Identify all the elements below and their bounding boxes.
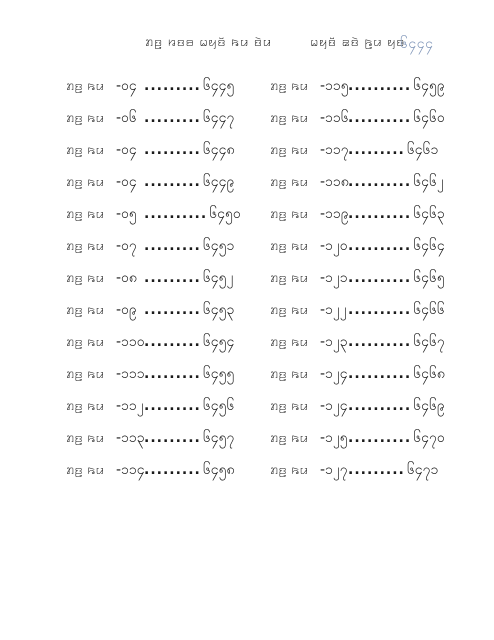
entry-code: -၀၆ xyxy=(116,110,137,126)
entry-page-number: ၆၄၄၉ xyxy=(202,174,235,190)
entry-code: -၁၂၃ xyxy=(320,334,348,350)
entry-leader-dots: ......... xyxy=(144,366,201,382)
entry-label: ꤊꤢ꤬ ꤒꤣ xyxy=(66,142,105,158)
entry-page-number: ၆၄၅၂ xyxy=(202,270,234,286)
entry-code: -၀၄ xyxy=(116,142,137,158)
index-entry xyxy=(66,102,276,134)
entry-code: -၁၁၉ xyxy=(320,206,349,222)
entry-label: ꤊꤢ꤬ ꤒꤣ xyxy=(66,238,105,254)
entry-code: -၁၁၃ xyxy=(116,430,145,446)
entry-code: -၁၂၄ xyxy=(320,366,348,382)
entry-code: -၁၁၂ xyxy=(116,398,144,414)
entry-page-number: ၆၄၅၆ xyxy=(202,398,235,414)
entry-code: -၁၁၈ xyxy=(320,174,349,190)
entry-label: ꤊꤢ꤬ ꤒꤣ xyxy=(270,142,309,158)
index-entry xyxy=(66,358,276,390)
index-entry xyxy=(270,134,480,166)
entry-code: -၁၂၀ xyxy=(320,238,348,254)
index-entry xyxy=(66,198,276,230)
entry-leader-dots: ......... xyxy=(144,78,201,94)
entry-code: -၁၁၅ xyxy=(320,78,349,94)
entry-page-number: ၆၄၆၈ xyxy=(413,366,445,382)
entry-page-number: ၆၄၅၈ xyxy=(202,462,235,478)
entry-code: -၀၄ xyxy=(116,174,137,190)
entry-leader-dots: .......... xyxy=(348,334,412,350)
entry-label: ꤊꤢ꤬ ꤒꤣ xyxy=(270,110,309,126)
index-entry xyxy=(66,70,276,102)
index-entry xyxy=(270,326,480,358)
index-entry xyxy=(66,454,276,486)
entry-page-number: ၆၄၆၅ xyxy=(413,270,445,286)
entry-leader-dots: .......... xyxy=(144,206,208,222)
entry-page-number: ၆၄၆၁ xyxy=(406,142,439,158)
index-entry xyxy=(270,262,480,294)
entry-label: ꤊꤢ꤬ ꤒꤣ xyxy=(66,462,105,478)
entry-label: ꤊꤢ꤬ ꤒꤣ xyxy=(270,398,309,414)
entry-code: -၁၂၅ xyxy=(320,430,348,446)
entry-code: -၁၂၁ xyxy=(320,270,348,286)
entry-code: -၁၁၁ xyxy=(116,366,145,382)
entry-page-number: ၆၄၅၀ xyxy=(209,206,241,222)
index-entry xyxy=(66,166,276,198)
entry-page-number: ၆၄၄၇ xyxy=(202,110,235,126)
entry-label: ꤊꤢ꤬ ꤒꤣ xyxy=(66,206,105,222)
entry-leader-dots: .......... xyxy=(348,270,412,286)
index-entry xyxy=(66,294,276,326)
entry-leader-dots: .......... xyxy=(348,366,412,382)
entry-page-number: ၆၄၅၇ xyxy=(202,430,235,446)
entry-label: ꤊꤢ꤬ ꤒꤣ xyxy=(270,430,309,446)
entry-leader-dots: .......... xyxy=(348,238,412,254)
entry-leader-dots: ......... xyxy=(144,110,201,126)
entry-leader-dots: .......... xyxy=(348,398,412,414)
entry-page-number: ၆၄၇၁ xyxy=(406,462,439,478)
entry-label: ꤊꤢ꤬ ꤒꤣ xyxy=(270,462,309,478)
entry-page-number: ၆၄၄၅ xyxy=(202,78,235,94)
entry-page-number: ၆၄၆၉ xyxy=(413,398,445,414)
entry-leader-dots: ......... xyxy=(144,142,201,158)
entry-label: ꤊꤢ꤬ ꤒꤣ xyxy=(66,78,105,94)
index-entry xyxy=(270,422,480,454)
entry-label: ꤊꤢ꤬ ꤒꤣ xyxy=(66,110,105,126)
entry-leader-dots: ......... xyxy=(144,462,201,478)
index-entry xyxy=(270,198,480,230)
entry-leader-dots: ......... xyxy=(144,334,201,350)
index-entry xyxy=(66,390,276,422)
entry-leader-dots: .......... xyxy=(348,302,412,318)
entry-page-number: ၆၄၆၃ xyxy=(413,206,445,222)
header-page-number: ၆၄၄၄ xyxy=(400,36,434,52)
index-entry xyxy=(66,134,276,166)
index-entry xyxy=(270,390,480,422)
entry-leader-dots: .......... xyxy=(348,78,412,94)
entry-code: -၀၄ xyxy=(116,78,137,94)
index-entry xyxy=(270,102,480,134)
entry-code: -၁၁၄ xyxy=(116,462,145,478)
index-entry xyxy=(66,422,276,454)
entry-label: ꤊꤢ꤬ ꤒꤣ xyxy=(66,334,105,350)
entry-label: ꤊꤢ꤬ ꤒꤣ xyxy=(270,238,309,254)
entry-label: ꤊꤢ꤬ ꤒꤣ xyxy=(66,270,105,286)
entry-code: -၁၁၇ xyxy=(320,142,349,158)
index-entry xyxy=(66,326,276,358)
header-right-title: ꤗꤟꤢꤩ ꤁ꤢꤧ ꤒ꤬ꤣ ꤟꤢ xyxy=(310,34,405,50)
entry-leader-dots: .......... xyxy=(348,110,412,126)
entry-leader-dots: ......... xyxy=(348,462,405,478)
entry-page-number: ၆၄၅၄ xyxy=(202,334,235,350)
entry-code: -၁၂၂ xyxy=(320,302,347,318)
index-entry xyxy=(270,166,480,198)
entry-label: ꤊꤢ꤬ ꤒꤣ xyxy=(270,302,309,318)
entry-leader-dots: ......... xyxy=(144,270,201,286)
entry-page-number: ၆၄၆၂ xyxy=(413,174,444,190)
entry-page-number: ၆၄၆၇ xyxy=(413,334,445,350)
entry-code: -၀၇ xyxy=(116,238,137,254)
index-entry xyxy=(270,70,480,102)
entry-page-number: ၆၄၅၃ xyxy=(202,302,235,318)
entry-label: ꤊꤢ꤬ ꤒꤣ xyxy=(66,398,105,414)
entry-label: ꤊꤢ꤬ ꤒꤣ xyxy=(66,302,105,318)
entry-page-number: ၆၄၇၀ xyxy=(413,430,445,446)
entry-page-number: ၆၄၅၅ xyxy=(202,366,235,382)
entry-leader-dots: ......... xyxy=(144,238,201,254)
entry-page-number: ၆၄၅၉ xyxy=(413,78,445,94)
index-entry xyxy=(66,230,276,262)
entry-code: -၁၁၆ xyxy=(320,110,349,126)
entry-leader-dots: .......... xyxy=(348,430,412,446)
entry-leader-dots: ......... xyxy=(144,430,201,446)
left-column xyxy=(66,70,276,486)
index-entry xyxy=(270,454,480,486)
entry-label: ꤊꤢ꤬ ꤒꤣ xyxy=(270,78,309,94)
header-left-title: ꤊꤢ꤬ ꤙꤢꤋ ꤗꤟꤢꤩ ꤒꤣ ꤢꤧꤣ xyxy=(145,34,272,50)
entry-code: -၀၈ xyxy=(116,270,137,286)
index-entry xyxy=(270,294,480,326)
index-entry xyxy=(66,262,276,294)
entry-leader-dots: ......... xyxy=(348,142,405,158)
entry-label: ꤊꤢ꤬ ꤒꤣ xyxy=(66,174,105,190)
page-header xyxy=(0,30,494,54)
entry-label: ꤊꤢ꤬ ꤒꤣ xyxy=(66,366,105,382)
entry-label: ꤊꤢ꤬ ꤒꤣ xyxy=(66,430,105,446)
entry-code: -၀၉ xyxy=(116,302,137,318)
entry-label: ꤊꤢ꤬ ꤒꤣ xyxy=(270,270,309,286)
entry-leader-dots: .......... xyxy=(348,174,412,190)
entry-label: ꤊꤢ꤬ ꤒꤣ xyxy=(270,174,309,190)
entry-code: -၁၁၀ xyxy=(116,334,145,350)
entry-code: -၀၅ xyxy=(116,206,137,222)
entry-page-number: ၆၄၆၄ xyxy=(413,238,445,254)
index-entry xyxy=(270,358,480,390)
entry-leader-dots: ......... xyxy=(144,302,201,318)
entry-page-number: ၆၄၄၈ xyxy=(202,142,235,158)
entry-leader-dots: .......... xyxy=(348,206,412,222)
entry-label: ꤊꤢ꤬ ꤒꤣ xyxy=(270,334,309,350)
entry-leader-dots: ......... xyxy=(144,398,201,414)
entry-page-number: ၆၄၆၀ xyxy=(413,110,445,126)
entry-leader-dots: ......... xyxy=(144,174,201,190)
entry-code: -၁၂၄ xyxy=(320,398,348,414)
index-entry xyxy=(270,230,480,262)
entry-label: ꤊꤢ꤬ ꤒꤣ xyxy=(270,366,309,382)
entry-page-number: ၆၄၅၁ xyxy=(202,238,235,254)
entry-label: ꤊꤢ꤬ ꤒꤣ xyxy=(270,206,309,222)
right-column xyxy=(270,70,480,486)
entry-page-number: ၆၄၆၆ xyxy=(413,302,445,318)
entry-code: -၁၂၇ xyxy=(320,462,348,478)
